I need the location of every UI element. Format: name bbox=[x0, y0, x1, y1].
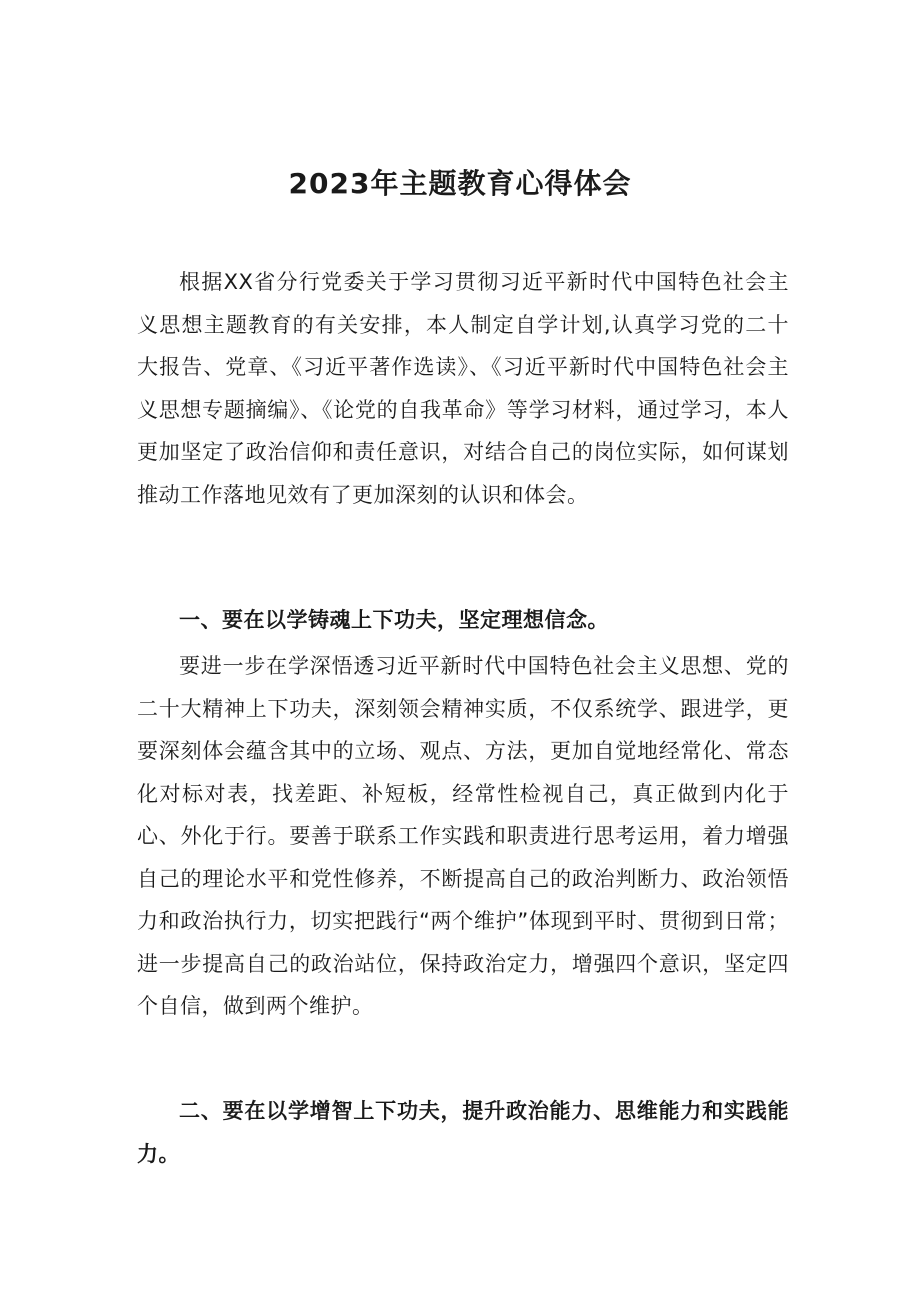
section-1-paragraph: 要进一步在学深悟透习近平新时代中国特色社会主义思想、党的二十大精神上下功夫，深刻领会精神实质，不仅系统学、跟进学，更要深刻体会蕴含其中的立场、观点、方法，更加自觉地经常化、常态化对标对表，找差距、补短板，经常性检视自己，真正做到内化于心、外化于行。要善于联系工作实践和职责进行思考运用，着力增强自己的理论水平和党性修养，不断提高自己的政治判断力、政治领悟力和政治执行力，切实把践行“两个维护”体现到平时、贯彻到日常；进一步提高自己的政治站位，保持政治定力，增强四个意识，坚定四个自信，做到两个维护。 bbox=[137, 654, 789, 1018]
document-title: 2023年主题教育心得体会 bbox=[288, 167, 632, 200]
section-heading-2: 二、要在以学增智上下功夫，提升政治能力、思维能力和实践能力。 bbox=[137, 1099, 789, 1166]
intro-paragraph: 根据XX省分行党委关于学习贯彻习近平新时代中国特色社会主义思想主题教育的有关安排，本人制定自学计划,认真学习党的二十大报告、党章、《习近平著作选读》、《习近平新时代中国特色社会主义思想专题摘编》、《论党的自我革命》等学习材料，通过学习，本人更加坚定了政治信仰和责任意识，对结合自己的岗位实际，如何谋划推动工作落地见效有了更加深刻的认识和体会。 bbox=[137, 270, 789, 507]
section-heading-1: 一、要在以学铸魂上下功夫，坚定理想信念。 bbox=[179, 608, 609, 632]
